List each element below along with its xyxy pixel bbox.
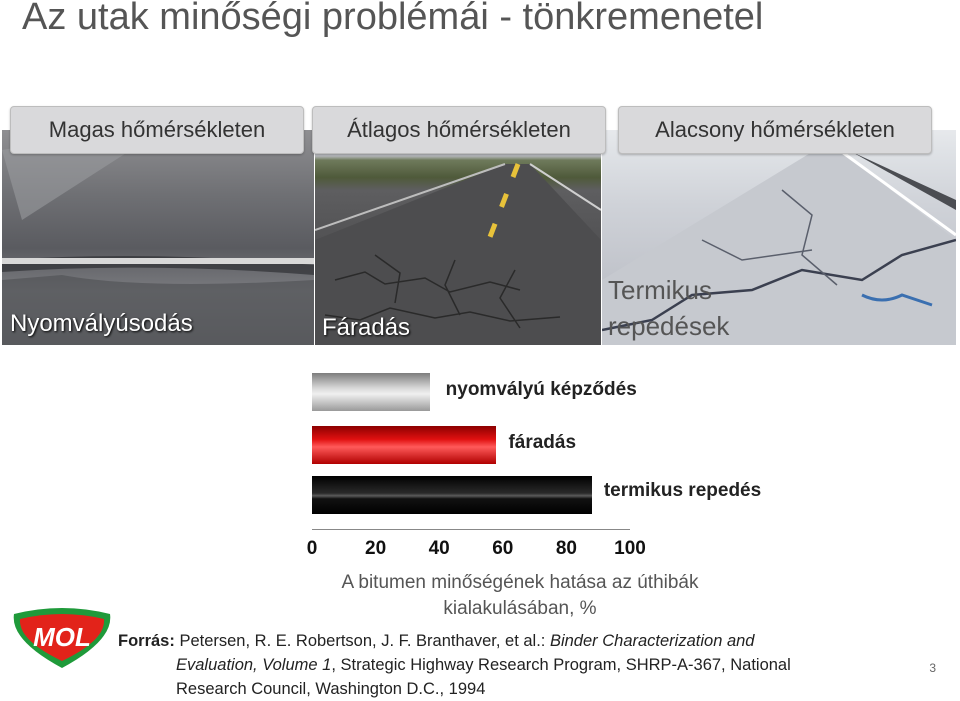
page-number: 3 bbox=[929, 661, 936, 675]
chart-axis-line bbox=[312, 529, 630, 530]
high-temp-header: Magas hőmérsékleten bbox=[10, 106, 304, 154]
chart-x-label-line2: kialakulásában, % bbox=[443, 598, 597, 619]
fatigue-photo bbox=[315, 130, 601, 345]
mol-logo bbox=[8, 606, 116, 675]
source-title-part1: Binder Characterization and bbox=[549, 632, 755, 650]
chart-x-label-line1: A bitumen minőségének hatása az úthibák bbox=[341, 572, 699, 593]
mol-logo-graphic bbox=[8, 606, 116, 670]
rutting-label: Nyomvályúsodás bbox=[10, 310, 193, 337]
bar-0 bbox=[312, 373, 430, 411]
source-authors: Petersen, R. E. Robertson, J. F. Branthaver, et al.: bbox=[174, 632, 550, 650]
thermal-crack-label-line2: repedések bbox=[608, 311, 730, 341]
source-citation bbox=[118, 629, 858, 701]
x-tick-40: 40 bbox=[428, 538, 450, 559]
mol-logo-text: MOL bbox=[33, 622, 91, 652]
fatigue-label: Fáradás bbox=[322, 314, 411, 341]
source-line2 bbox=[118, 653, 858, 677]
source-prefix: Forrás: bbox=[118, 632, 175, 650]
bar-1 bbox=[312, 426, 496, 464]
low-temp-header: Alacsony hőmérsékleten bbox=[618, 106, 932, 154]
thermal-crack-label bbox=[608, 272, 729, 344]
x-tick-80: 80 bbox=[555, 538, 577, 559]
fatigue-road-illustration bbox=[315, 130, 601, 345]
bar-label-2: termikus repedés bbox=[603, 480, 762, 501]
x-tick-20: 20 bbox=[365, 538, 387, 559]
thermal-crack-label-line1: Termikus bbox=[608, 275, 713, 305]
chart-x-label bbox=[300, 570, 740, 622]
x-tick-100: 100 bbox=[614, 538, 646, 559]
source-line3: Research Council, Washington D.C., 1994 bbox=[176, 680, 486, 698]
bar-label-0: nyomvályú képződés bbox=[445, 379, 637, 400]
bar-2 bbox=[312, 476, 592, 514]
average-temp-header: Átlagos hőmérsékleten bbox=[312, 106, 606, 154]
slide-title: Az utak minőségi problémái - tönkremenetel bbox=[22, 0, 764, 38]
x-tick-0: 0 bbox=[306, 538, 318, 559]
x-tick-60: 60 bbox=[492, 538, 514, 559]
bar-label-1: fáradás bbox=[508, 432, 577, 453]
source-title-part2: Evaluation, Volume 1 bbox=[176, 656, 332, 674]
source-rest: , Strategic Highway Research Program, SHRP-A-367, National bbox=[331, 656, 791, 674]
